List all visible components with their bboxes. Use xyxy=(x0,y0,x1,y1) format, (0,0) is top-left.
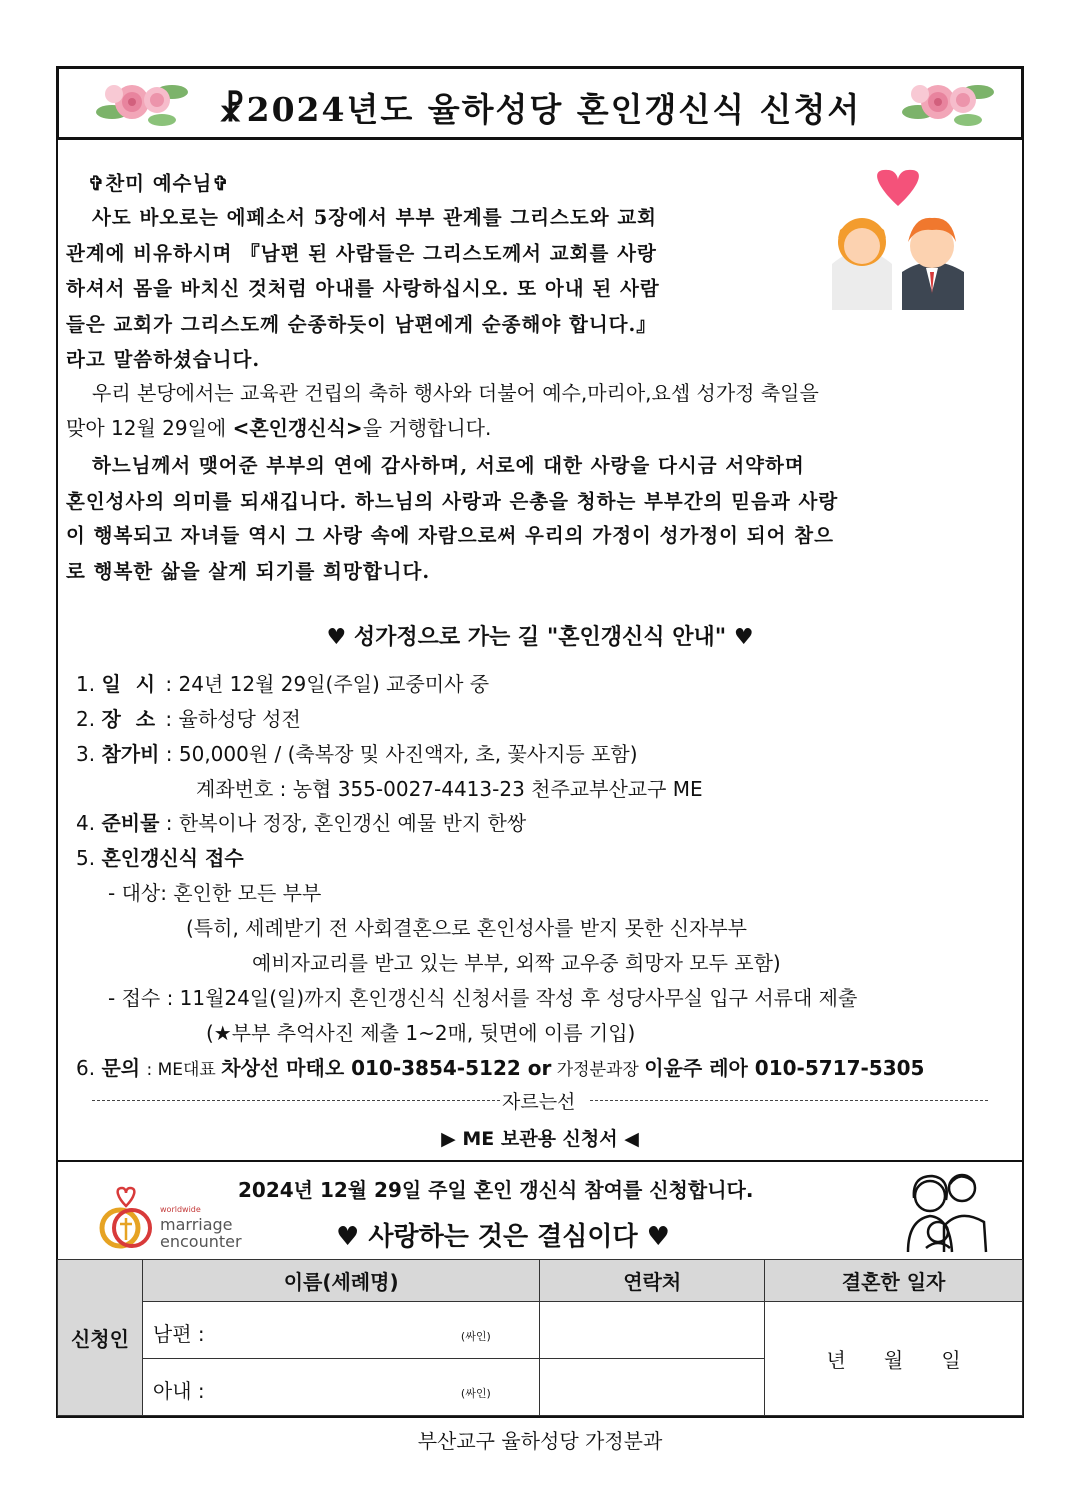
para3-line-2: 혼인성사의 의미를 되새깁니다. 하느님의 사랑과 은총을 청하는 부부간의 믿음과 사랑 xyxy=(66,490,839,513)
item-1: 1. 일 시 : 24년 12월 29일(주일) 교중미사 중 xyxy=(76,672,490,696)
para2-line-1: 우리 본당에서는 교육관 건립의 축하 행사와 더불어 예수,마리아,요셉 성가정 축일을 xyxy=(92,381,819,405)
wedding-couple-icon xyxy=(818,168,978,310)
wedding-date-fill: 년 월 일 xyxy=(826,1348,961,1372)
col-contact-header: 연락처 xyxy=(540,1260,765,1302)
item-5-note-1: (특히, 세례받기 전 사회결혼으로 혼인성사를 받지 못한 신자부부 xyxy=(186,916,747,940)
cut-line-left xyxy=(92,1100,500,1101)
keep-heading: ▶ ME 보관용 신청서 ◀ xyxy=(441,1128,639,1150)
item-5-receipt: - 접수 : 11월24일(일)까지 혼인갱신식 신청서를 작성 후 성당사무실 입구 서류대 제출 xyxy=(108,986,858,1010)
applicant-label: 신청인 xyxy=(58,1260,143,1416)
apply-line: 2024년 12월 29일 주일 혼인 갱신식 참여를 신청합니다. xyxy=(238,1178,754,1202)
para2-line-2: 맞아 12월 29일에 <혼인갱신식>을 거행합니다. xyxy=(66,416,492,440)
intro-line-5: 라고 말씀하셨습니다. xyxy=(66,348,261,371)
item-4: 4. 준비물 : 한복이나 정장, 혼인갱신 예물 반지 한쌍 xyxy=(76,811,527,835)
col-date-header: 결혼한 일자 xyxy=(765,1260,1023,1302)
application-table xyxy=(57,1259,1023,1416)
husband-label: 남편 : xyxy=(152,1322,205,1346)
item-5: 5. 혼인갱신식 접수 xyxy=(76,846,244,870)
item-3-account: 계좌번호 : 농협 355-0027-4413-23 천주교부산교구 ME xyxy=(196,777,703,801)
logo-small-text: worldwide xyxy=(160,1205,201,1214)
intro-line-3: 하셔서 몸을 바치신 것처럼 아내를 사랑하십시오. 또 아내 된 사람 xyxy=(66,277,660,300)
wedding-date-cell[interactable] xyxy=(765,1302,1023,1416)
item-5-note-2: 예비자교리를 받고 있는 부부, 외짝 교우중 희망자 모두 포함) xyxy=(252,951,781,975)
item-2: 2. 장 소 : 율하성당 성전 xyxy=(76,707,301,731)
para3-line-3: 이 행복되고 자녀들 역시 그 사랑 속에 자람으로써 우리의 가정이 성가정이 되어 참으 xyxy=(66,524,834,547)
guide-heading: ♥ 성가정으로 가는 길 "혼인갱신식 안내" ♥ xyxy=(326,625,754,650)
page-title: ☧2024년도 율하성당 혼인갱신식 신청서 xyxy=(218,90,862,129)
logo-line-2: encounter xyxy=(160,1232,242,1251)
husband-name-cell[interactable] xyxy=(142,1302,540,1359)
item-3: 3. 참가비 : 50,000원 / (축복장 및 사진액자, 초, 꽃사지등 포함) xyxy=(76,742,638,766)
husband-contact-cell[interactable] xyxy=(540,1302,765,1359)
slogan: ♥ 사랑하는 것은 결심이다 ♥ xyxy=(336,1222,670,1252)
wife-contact-cell[interactable] xyxy=(540,1359,765,1416)
para3-line-4: 로 행복한 삶을 살게 되기를 희망합니다. xyxy=(66,560,431,583)
cut-line-label: 자르는선 xyxy=(502,1091,576,1113)
logo-line-1: marriage xyxy=(160,1215,233,1234)
item-5-receipt-note: (★부부 추억사진 제출 1~2매, 뒷면에 이름 기입) xyxy=(206,1021,636,1045)
intro-line-2: 관계에 비유하시며 『남편 된 사람들은 그리스도께서 교회를 사랑 xyxy=(66,242,657,265)
footer-text: 부산교구 율하성당 가정분과 xyxy=(417,1429,663,1453)
husband-sign-label: (싸인) xyxy=(460,1330,491,1343)
marriage-encounter-logo-icon xyxy=(96,1184,158,1256)
wife-sign-label: (싸인) xyxy=(460,1387,491,1400)
item-6: 6. 문의 : ME대표 차상선 마태오 010-3854-5122 or 가정분과장 이윤주 레아 010-5717-5305 xyxy=(76,1056,925,1080)
wife-name-cell[interactable] xyxy=(142,1359,540,1416)
item-5-target: - 대상: 혼인한 모든 부부 xyxy=(108,881,322,905)
praise-text: ✞찬미 예수님✞ xyxy=(88,172,230,195)
intro-line-4: 들은 교회가 그리스도께 순종하듯이 남편에게 순종해야 합니다.』 xyxy=(66,313,657,336)
para3-line-1: 하느님께서 맺어준 부부의 연에 감사하며, 서로에 대한 사랑을 다시금 서약하며 xyxy=(92,454,805,477)
wife-label: 아내 : xyxy=(152,1379,205,1403)
form-divider xyxy=(56,1160,1024,1162)
col-name-header: 이름(세례명) xyxy=(142,1260,540,1302)
intro-line-1: 사도 바오로는 에페소서 5장에서 부부 관계를 그리스도와 교회 xyxy=(92,206,658,229)
family-drawing-icon xyxy=(900,1168,992,1254)
cut-line-right xyxy=(590,1100,988,1101)
